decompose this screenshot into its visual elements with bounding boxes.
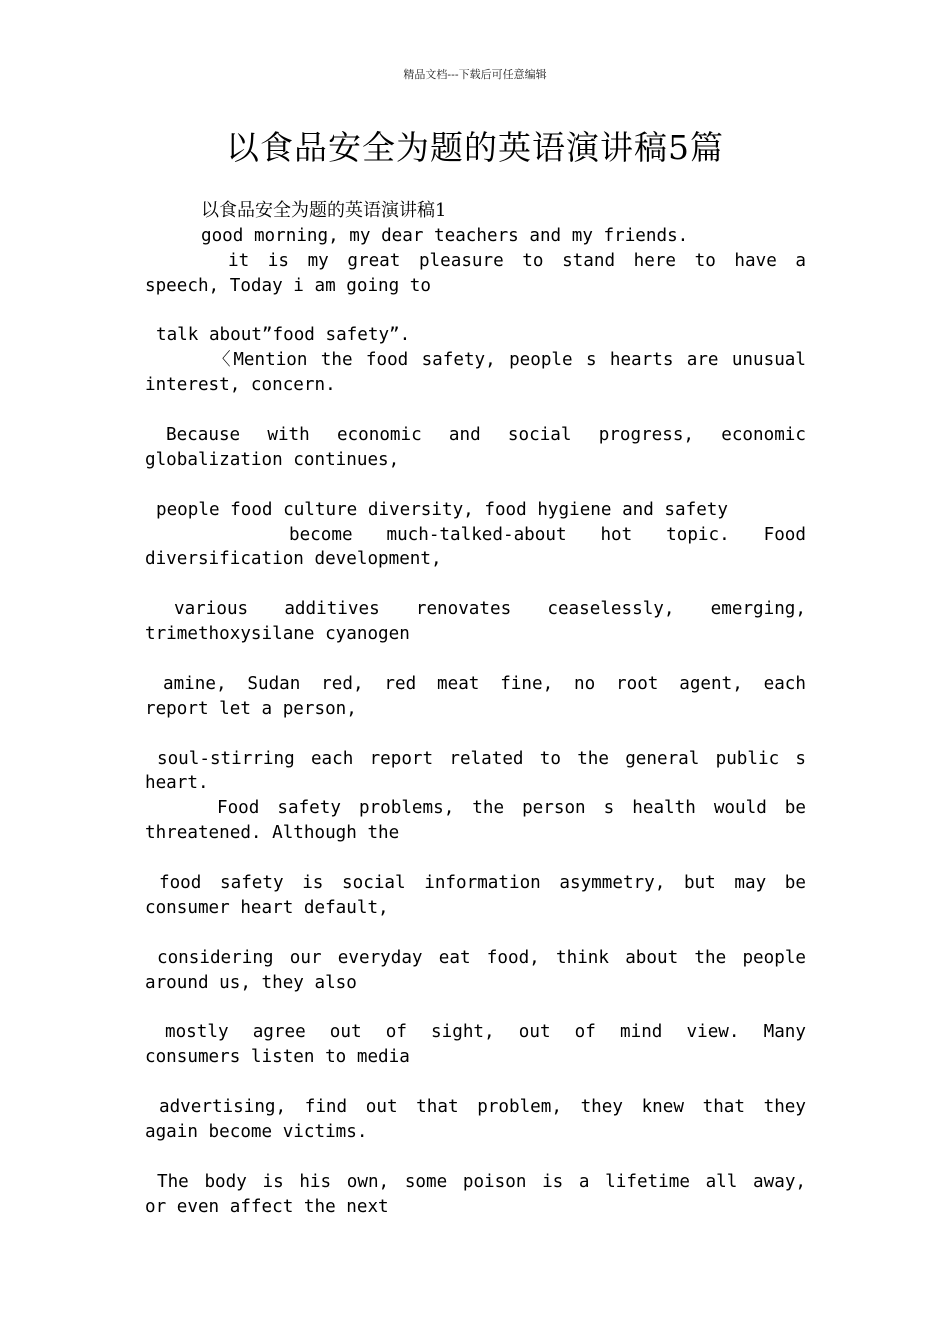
- document-body: [145, 199, 806, 1220]
- text-line: trimethoxysilane cyanogen: [145, 624, 410, 645]
- text-line: around us, they also: [145, 972, 357, 993]
- text-line: interest, concern.: [145, 375, 336, 396]
- text-line: or even affect the next: [145, 1196, 389, 1217]
- text-line: consumers listen to media: [145, 1047, 410, 1068]
- blank-line: [145, 398, 806, 423]
- section-heading: 以食品安全为题的英语演讲稿1: [201, 200, 447, 221]
- text-line: soul-stirring each report related to the general public s: [157, 748, 806, 769]
- text-line: 〈Mention the food safety, people s hearts are unusual: [213, 350, 806, 371]
- text-line: consumer heart default,: [145, 897, 389, 918]
- text-line: it is my great pleasure to stand here to have a: [228, 250, 806, 271]
- text-line: again become victims.: [145, 1121, 368, 1142]
- text-line: advertising, find out that problem, they knew that they: [159, 1097, 806, 1118]
- text-line: people food culture diversity, food hygiene and safety: [156, 499, 728, 520]
- blank-line: [145, 1145, 806, 1170]
- text-line: heart.: [145, 773, 209, 794]
- document-title: 以食品安全为题的英语演讲稿5篇: [226, 128, 724, 167]
- blank-line: [145, 299, 806, 324]
- text-line: globalization continues,: [145, 449, 400, 470]
- text-line: threatened. Although the: [145, 823, 400, 844]
- text-line: talk about”food safety”.: [156, 325, 411, 346]
- blank-line: [145, 1070, 806, 1095]
- header-note: 精品文档---下载后可任意编辑: [403, 68, 547, 81]
- text-line: diversification development,: [145, 549, 442, 570]
- text-line: mostly agree out of sight, out of mind view. Many: [165, 1022, 806, 1043]
- blank-line: [145, 572, 806, 597]
- text-line: considering our everyday eat food, think about the people: [157, 947, 806, 968]
- text-line: The body is his own, some poison is a lifetime all away,: [157, 1171, 806, 1192]
- text-line: Food safety problems, the person s health would be: [217, 798, 806, 819]
- blank-line: [145, 846, 806, 871]
- blank-line: [145, 722, 806, 747]
- blank-line: [145, 921, 806, 946]
- blank-line: [145, 647, 806, 672]
- text-line: report let a person,: [145, 698, 357, 719]
- text-line: speech, Today i am going to: [145, 275, 431, 296]
- text-line: become much-talked-about hot topic. Food: [289, 524, 806, 545]
- blank-line: [145, 473, 806, 498]
- text-line: good morning, my dear teachers and my friends.: [201, 225, 689, 246]
- text-line: various additives renovates ceaselessly, emerging,: [174, 599, 806, 620]
- blank-line: [145, 996, 806, 1021]
- text-line: amine, Sudan red, red meat fine, no root agent, each: [163, 673, 806, 694]
- text-line: Because with economic and social progress, economic: [166, 425, 806, 446]
- text-line: food safety is social information asymmetry, but may be: [159, 873, 806, 894]
